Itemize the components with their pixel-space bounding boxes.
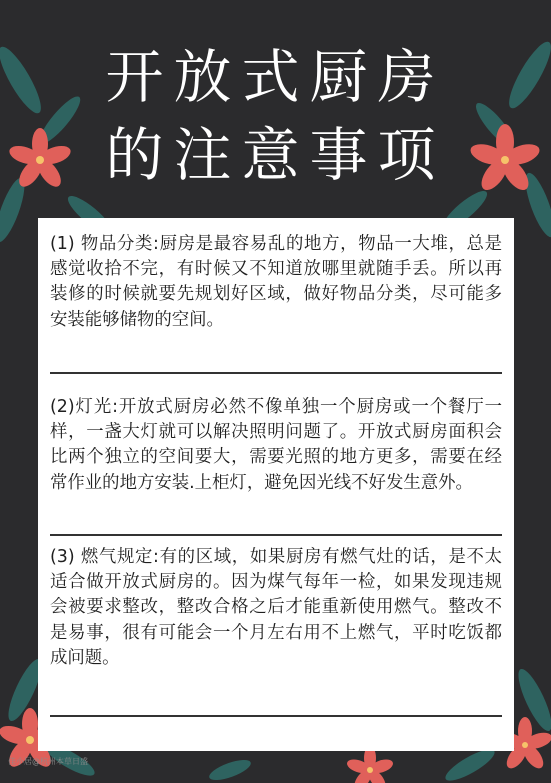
divider — [50, 534, 502, 536]
content-panel — [38, 218, 514, 751]
section-1-text: (1) 物品分类:厨房是最容易乱的地方，物品一大堆，总是感觉收拾不完，有时候又不知道放哪里就随手丢。所以再装修的时候就要先规划好区域，做好物品分类，尽可能多安装能够储物的空间。 — [50, 234, 502, 330]
section-3-text: (3) 燃气规定:有的区域，如果厨房有燃气灶的话，是不太适合做开放式厨房的。因为煤气每年一检，如果发现违规会被要求整改，整改合格之后才能重新使用燃气。整改不是易事，很有可能会一个月左右用不上燃气，平时吃饭都成问题。 — [50, 547, 502, 668]
watermark: 佳小居@杭州本草日盛 — [8, 757, 88, 766]
divider — [50, 372, 502, 374]
page-title-line-2: 的注意事项 — [105, 121, 446, 189]
page-title-line-1: 开放式厨房 — [105, 43, 446, 111]
divider — [50, 715, 502, 717]
section-2-text: (2)灯光:开放式厨房必然不像单独一个厨房或一个餐厅一样，一盏大灯就可以解决照明问题了。开放式厨房面积会比两个独立的空间要大，需要光照的地方更多，需要在经常作业的地方安装.上柜灯，避免因光线不好发生意外。 — [50, 397, 502, 493]
